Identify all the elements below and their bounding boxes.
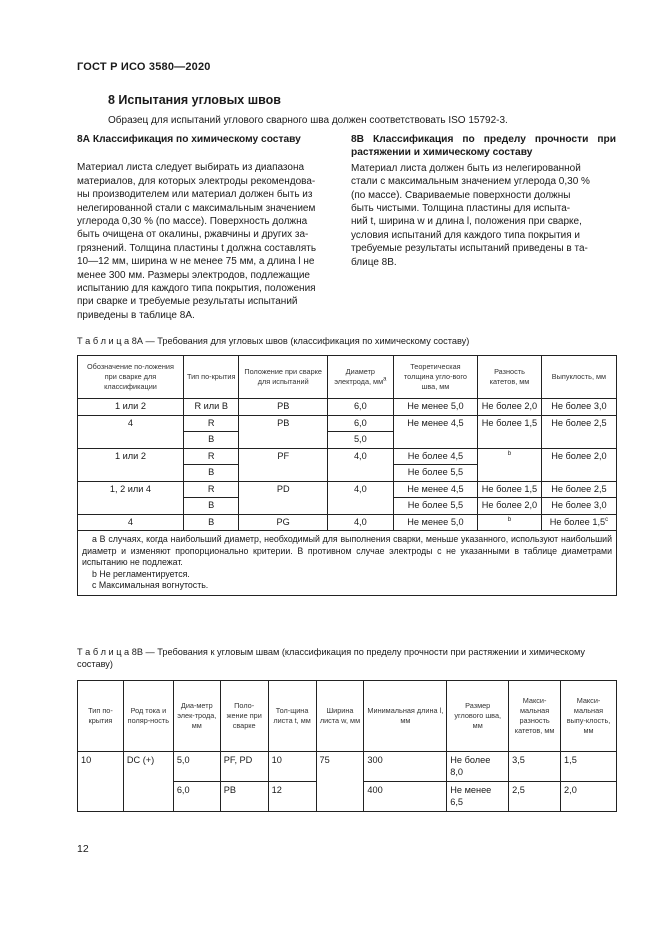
cell: 1,5 bbox=[561, 752, 617, 782]
paragraph-line: Материал листа следует выбирать из диапазона bbox=[77, 162, 305, 174]
footnote-c: c Максимальная вогнутость. bbox=[92, 580, 209, 590]
paragraph-line: Материал листа должен быть из нелегированной bbox=[351, 162, 581, 174]
cell: R bbox=[183, 415, 239, 432]
cell: PF, PD bbox=[220, 752, 268, 782]
cell: 4,0 bbox=[327, 448, 393, 481]
cell: B bbox=[183, 514, 239, 531]
cell: PG bbox=[239, 514, 327, 531]
cell: 12 bbox=[268, 782, 316, 812]
cell: 6,0 bbox=[327, 399, 393, 416]
cell-text: Не более 1,5 bbox=[549, 516, 606, 527]
paragraph-line: испытанию для каждого типа покрытия, положения bbox=[77, 283, 316, 295]
left-column bbox=[77, 133, 344, 322]
cell: 6,0 bbox=[327, 415, 393, 432]
cell: PF bbox=[239, 448, 327, 481]
table-row bbox=[78, 752, 617, 782]
cell: Не менее 5,0 bbox=[393, 514, 477, 531]
paragraph-line: блице 8В. bbox=[351, 256, 397, 268]
section-title: 8 Испытания угловых швов bbox=[108, 93, 281, 107]
cell: Не менее 6,5 bbox=[447, 782, 509, 812]
table-row bbox=[78, 514, 617, 531]
cell: 2,5 bbox=[509, 782, 561, 812]
table-8b-caption: Т а б л и ц а 8В — Требования к угловым швам (классификация по пределу прочности при растяжении и химическому составу) bbox=[77, 647, 585, 669]
page-number: 12 bbox=[77, 843, 89, 855]
cell: PB bbox=[239, 415, 327, 448]
header-cell: Поло-жение при сварке bbox=[220, 681, 268, 752]
paragraph-line: 10—12 мм, ширина w не менее 75 мм, а длина l не bbox=[77, 256, 315, 268]
cell: Не менее 5,0 bbox=[393, 399, 477, 416]
table-row bbox=[78, 415, 617, 432]
cell: 300 bbox=[364, 752, 447, 782]
cell: Не менее 4,5 bbox=[393, 481, 477, 498]
cell: 4 bbox=[78, 514, 184, 531]
cell: Не более 5,5 bbox=[393, 498, 477, 515]
cell: R bbox=[183, 481, 239, 498]
right-column bbox=[351, 133, 616, 269]
footnote-b: b Не регламентируется. bbox=[92, 568, 190, 579]
footnote-marker: b bbox=[507, 516, 512, 523]
cell: Не более 2,5 bbox=[541, 481, 616, 498]
paragraph-line: приведены в таблице 8А. bbox=[77, 309, 195, 321]
cell: PB bbox=[220, 782, 268, 812]
cell: R или B bbox=[183, 399, 239, 416]
cell: R bbox=[183, 448, 239, 465]
cell: Не более 4,5 bbox=[393, 448, 477, 465]
paragraph-line: быть очищена от окалины, ржавчины и других за- bbox=[77, 229, 309, 241]
paragraph-line: грязнений. Толщина пластины t должна составлять bbox=[77, 242, 317, 254]
cell: Не более 2,0 bbox=[478, 498, 542, 515]
footnote-marker: a bbox=[383, 376, 387, 383]
header-cell: Минимальная длина l, мм bbox=[364, 681, 447, 752]
cell: 3,5 bbox=[509, 752, 561, 782]
paragraph-line: ний t, ширина w и длина l, положения при сварке, bbox=[351, 216, 582, 228]
paragraph-line: нелегированной стали с максимальным значением bbox=[77, 202, 316, 214]
table-row bbox=[78, 481, 617, 498]
paragraph-line: ны производителем или материал должен быть из bbox=[77, 189, 313, 201]
cell: 5,0 bbox=[173, 752, 220, 782]
table-header-row bbox=[78, 681, 617, 752]
cell: B bbox=[183, 432, 239, 449]
cell: 400 bbox=[364, 782, 447, 812]
cell: 1, 2 или 4 bbox=[78, 481, 184, 514]
cell: B bbox=[183, 498, 239, 515]
table-row bbox=[78, 448, 617, 465]
cell bbox=[478, 448, 542, 481]
cell: Не более 1,5 bbox=[478, 481, 542, 498]
cell: Не более 2,5 bbox=[541, 415, 616, 448]
table-notes-row bbox=[78, 531, 617, 596]
cell: 10 bbox=[78, 752, 124, 812]
paragraph-line: углерода 0,30 % (по массе). Поверхность должна bbox=[77, 216, 308, 228]
subsection-8b-heading: 8В Классификация по пределу прочности при растяжении и химическому составу bbox=[351, 134, 616, 159]
table-8a bbox=[77, 355, 617, 596]
cell bbox=[478, 514, 542, 531]
cell: 4,0 bbox=[327, 481, 393, 514]
cell: Не более 2,0 bbox=[541, 448, 616, 481]
header-cell: Диа-метр элек-трода, мм bbox=[173, 681, 220, 752]
table-8a-caption: Т а б л и ц а 8А — Требования для угловых швов (классификация по химическому составу) bbox=[77, 336, 470, 346]
header-cell: Тол-щина листа t, мм bbox=[268, 681, 316, 752]
cell: PB bbox=[239, 399, 327, 416]
cell: 4 bbox=[78, 415, 184, 448]
header-cell: Род тока и поляр-ность bbox=[123, 681, 173, 752]
section-intro: Образец для испытаний углового сварного шва должен соответствовать ISO 15792-3. bbox=[108, 115, 508, 126]
table-notes bbox=[78, 531, 617, 596]
footnote-a: a В случаях, когда наибольший диаметр, необходимый для выполнения сварки, меньше указанного, используют наибольший диаметр и изменяют пропорционально критерии. В противном случае электроды с не указанными в таблице диаметрами испытанию не подлежат. bbox=[82, 534, 612, 567]
subsection-8a-heading: 8А Классификация по химическому составу bbox=[77, 134, 301, 145]
cell: 1 или 2 bbox=[78, 399, 184, 416]
cell: 5,0 bbox=[327, 432, 393, 449]
cell: 2,0 bbox=[561, 782, 617, 812]
header-cell bbox=[327, 356, 393, 399]
cell bbox=[541, 514, 616, 531]
paragraph-line: стали с максимальным значением углерода 0,30 % bbox=[351, 176, 590, 188]
cell: Не более 2,0 bbox=[478, 399, 542, 416]
cell: Не более 3,0 bbox=[541, 498, 616, 515]
cell: 4,0 bbox=[327, 514, 393, 531]
header-text: Диаметр электрода, мм bbox=[334, 367, 384, 386]
cell: 6,0 bbox=[173, 782, 220, 812]
cell: DC (+) bbox=[123, 752, 173, 812]
table-8b bbox=[77, 680, 617, 812]
cell: Не менее 4,5 bbox=[393, 415, 477, 448]
paragraph-line: требуемые результаты испытаний приведены в та- bbox=[351, 243, 588, 255]
header-cell: Тип по-крытия bbox=[183, 356, 239, 399]
header-cell: Разность катетов, мм bbox=[478, 356, 542, 399]
header-cell: Размер углового шва, мм bbox=[447, 681, 509, 752]
header-cell: Обозначение по-ложения при сварке для классификации bbox=[78, 356, 184, 399]
paragraph-line: условия испытаний для каждого типа покрытия и bbox=[351, 229, 581, 241]
cell: Не более 5,5 bbox=[393, 465, 477, 482]
cell: 75 bbox=[316, 752, 364, 812]
cell: B bbox=[183, 465, 239, 482]
cell: Не более 8,0 bbox=[447, 752, 509, 782]
header-cell: Положение при сварке для испытаний bbox=[239, 356, 327, 399]
header-cell: Тип по-крытия bbox=[78, 681, 124, 752]
paragraph-line: быть чистыми. Толщина пластины для испыта- bbox=[351, 203, 571, 215]
header-cell: Макси-мальная разность катетов, мм bbox=[509, 681, 561, 752]
header-cell: Макси-мальная выпу-клость, мм bbox=[561, 681, 617, 752]
paragraph-line: материалов, для которых электроды рекомендова- bbox=[77, 175, 316, 187]
header-cell: Ширина листа w, мм bbox=[316, 681, 364, 752]
table-header-row bbox=[78, 356, 617, 399]
cell: PD bbox=[239, 481, 327, 514]
paragraph-line: менее 300 мм. Размеры электродов, подлежащие bbox=[77, 269, 310, 281]
paragraph-line: при сварке и требуемые результаты испытаний bbox=[77, 296, 298, 308]
header-cell: Теоретическая толщина угло-вого шва, мм bbox=[393, 356, 477, 399]
footnote-marker: c bbox=[605, 516, 609, 523]
cell: 1 или 2 bbox=[78, 448, 184, 481]
table-row bbox=[78, 399, 617, 416]
footnote-marker: b bbox=[507, 450, 512, 457]
paragraph-line: (по массе). Свариваемые поверхности должны bbox=[351, 189, 571, 201]
document-header: ГОСТ Р ИСО 3580—2020 bbox=[77, 61, 211, 73]
cell: Не более 1,5 bbox=[478, 415, 542, 448]
cell: 10 bbox=[268, 752, 316, 782]
header-cell: Выпуклость, мм bbox=[541, 356, 616, 399]
cell: Не более 3,0 bbox=[541, 399, 616, 416]
